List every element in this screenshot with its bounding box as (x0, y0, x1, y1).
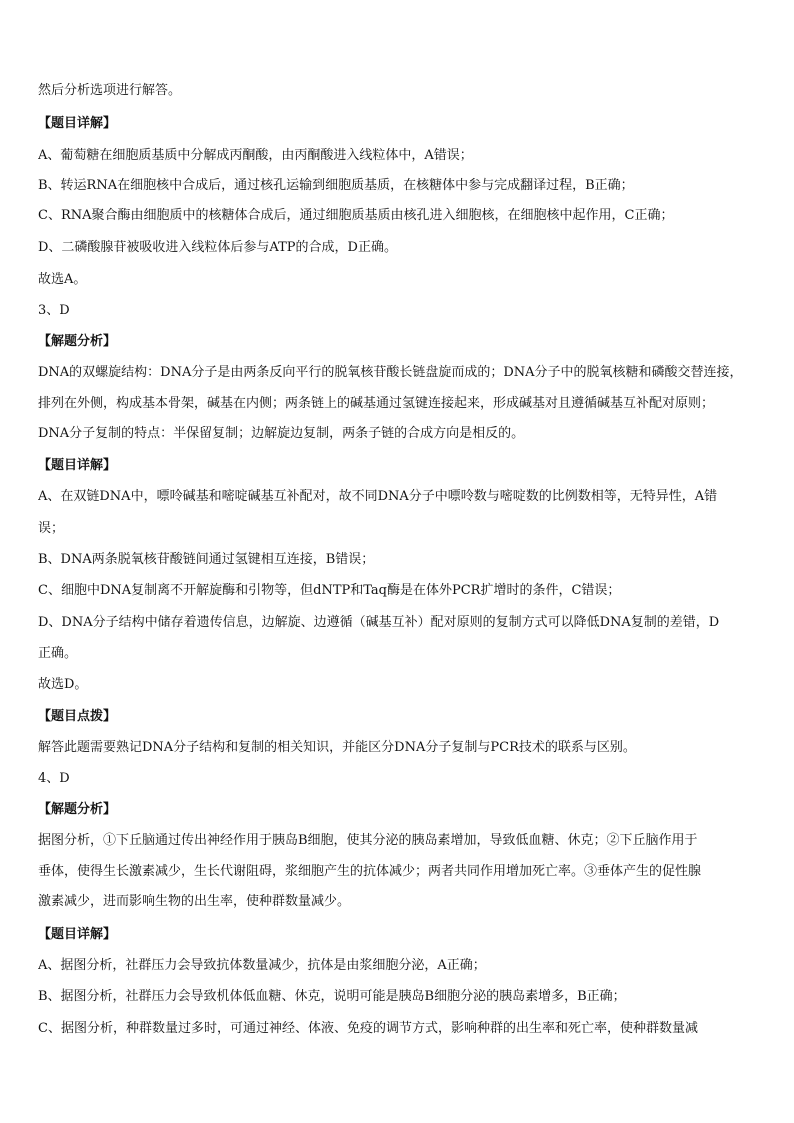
option-line: D、DNA分子结构中储存着遗传信息，边解旋、边遵循（碱基互补）配对原则的复制方式可以降低DNA复制的差错，D (38, 615, 720, 630)
conclusion-line: 故选A。 (38, 272, 87, 287)
text-line: 误； (38, 521, 65, 536)
answer-line: 3、D (38, 303, 70, 318)
option-line: A、据图分析，社群压力会导致抗体数量减少，抗体是由浆细胞分泌，A正确； (38, 958, 486, 973)
option-line: B、DNA两条脱氧核苷酸链间通过氢键相互连接，B错误； (38, 552, 375, 567)
option-line: C、据图分析，种群数量过多时，可通过神经、体液、免疫的调节方式，影响种群的出生率和死亡率，使种群数量减 (38, 1021, 698, 1036)
text-line: DNA分子复制的特点：半保留复制；边解旋边复制，两条子链的合成方向是相反的。 (38, 426, 525, 441)
option-line: D、二磷酸腺苷被吸收进入线粒体后参与ATP的合成，D正确。 (38, 240, 397, 255)
heading-line: 【解题分析】 (38, 334, 117, 349)
option-line: C、细胞中DNA复制离不开解旋酶和引物等，但dNTP和Taq酶是在体外PCR扩增时的条件，C错误； (38, 583, 621, 598)
text-line: DNA的双螺旋结构：DNA分子是由两条反向平行的脱氧核苷酸长链盘旋而成的；DNA分子中的脱氧核糖和磷酸交替连接， (38, 365, 743, 380)
option-line: C、RNA聚合酶由细胞质中的核糖体合成后，通过细胞质基质由核孔进入细胞核，在细胞核中起作用，C正确； (38, 208, 674, 223)
text-line: 排列在外侧，构成基本骨架，碱基在内侧；两条链上的碱基通过氢键连接起来，形成碱基对且遵循碱基互补配对原则； (38, 396, 715, 411)
conclusion-line: 故选D。 (38, 677, 88, 692)
option-line: B、转运RNA在细胞核中合成后，通过核孔运输到细胞质基质，在核糖体中参与完成翻译过程，B正确； (38, 178, 634, 193)
text-line: 激素减少，进而影响生物的出生率，使种群数量减少。 (38, 894, 351, 909)
heading-line: 【题目详解】 (38, 116, 117, 131)
heading-line: 【题目详解】 (38, 458, 117, 473)
text-line: 正确。 (38, 646, 78, 661)
option-line: A、在双链DNA中，嘌呤碱基和嘧啶碱基互补配对，故不同DNA分子中嘌呤数与嘧啶数的比例数相等，无特异性，A错 (38, 489, 718, 504)
text-line: 垂体，使得生长激素减少，生长代谢阻碍，浆细胞产生的抗体减少；两者共同作用增加死亡率。③垂体产生的促性腺 (38, 864, 702, 879)
heading-line: 【解题分析】 (38, 802, 117, 817)
heading-line: 【题目点拨】 (38, 709, 117, 724)
intro-line: 然后分析选项进行解答。 (38, 83, 182, 98)
text-line: 解答此题需要熟记DNA分子结构和复制的相关知识，并能区分DNA分子复制与PCR技术的联系与区别。 (38, 740, 636, 755)
answer-line: 4、D (38, 771, 70, 786)
text-line: 据图分析，①下丘脑通过传出神经作用于胰岛B细胞，使其分泌的胰岛素增加，导致低血糖、休克；②下丘脑作用于 (38, 833, 698, 848)
option-line: B、据图分析，社群压力会导致机体低血糖、休克，说明可能是胰岛B细胞分泌的胰岛素增多，B正确； (38, 989, 626, 1004)
option-line: A、葡萄糖在细胞质基质中分解成丙酮酸，由丙酮酸进入线粒体中，A错误； (38, 148, 473, 163)
heading-line: 【题目详解】 (38, 927, 117, 942)
